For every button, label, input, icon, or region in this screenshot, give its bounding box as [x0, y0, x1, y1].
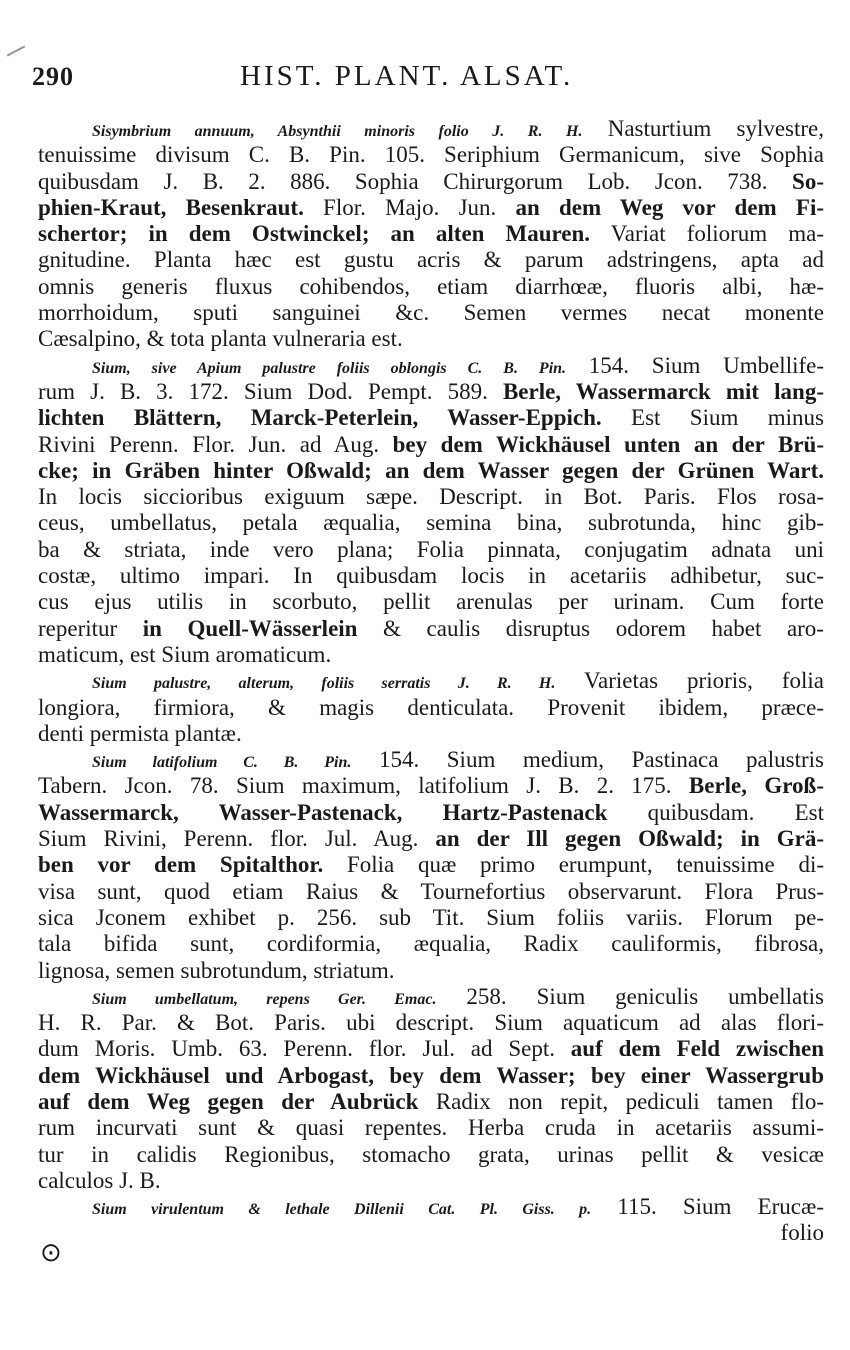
text-line [38, 958, 824, 984]
text-span: Varietas prioris, folia [555, 668, 825, 694]
german-name: lichten Blättern, Marck-Peterlein, Wasser-Eppich. [38, 405, 602, 431]
text-span: tenuissime divisum C. B. Pin. 105. Seriphium Germanicum, sive Sophia [38, 142, 824, 168]
german-name: auf dem Feld zwischen [570, 1036, 824, 1062]
text-span: quibusdam. Est [607, 799, 824, 825]
text-span: maticum, est Sium aromaticum. [38, 641, 332, 667]
german-name: Berle, Groß- [688, 773, 824, 799]
text-line [38, 510, 824, 536]
text-span: Est Sium minus [601, 405, 824, 431]
text-span: Cæsalpino, & tota planta vulneraria est. [38, 326, 403, 352]
text-line [38, 984, 824, 1010]
body-text [38, 116, 824, 1247]
text-span: morrhoidum, sputi sanguinei &c. Semen vermes necat monente [38, 300, 824, 326]
german-name: an dem Weg vor dem Fi- [515, 194, 824, 220]
text-line [38, 379, 824, 405]
text-line [38, 826, 824, 852]
running-head: HIST. PLANT. ALSAT. [240, 60, 574, 92]
text-span: visa sunt, quod etiam Raius & Tournefortius observarunt. Flora Prus- [38, 878, 824, 904]
text-line [38, 247, 824, 273]
text-line [38, 1036, 824, 1062]
text-line [38, 353, 824, 379]
text-line [38, 773, 824, 799]
text-span: tur in calidis Regionibus, stomacho grata, urinas pellit & vesicæ [38, 1141, 824, 1167]
german-name: So- [792, 168, 824, 194]
text-span: quibusdam J. B. 2. 886. Sophia Chirurgorum Lob. Jcon. 738. [38, 168, 793, 194]
text-span: cus ejus utilis in scorbuto, pellit arenulas per urinam. Cum forte [38, 589, 824, 615]
text-line [38, 879, 824, 905]
text-line [38, 1168, 824, 1194]
entry-heading: Sium umbellatum, repens Ger. Emac. [92, 990, 437, 1008]
text-span: Sium Rivini, Perenn. flor. Jul. Aug. [38, 826, 436, 852]
text-line [38, 852, 824, 878]
text-span: Flor. Majo. Jun. [303, 194, 516, 220]
text-span: 154. Sium Umbellife- [566, 352, 825, 378]
text-span: & caulis disruptus odorem habet aro- [357, 615, 824, 641]
text-span: calculos J. B. [38, 1167, 161, 1193]
circle-dot-symbol: ⊙ [40, 1238, 62, 1268]
text-line [38, 195, 824, 221]
text-span: dum Moris. Umb. 63. Perenn. flor. Jul. ad Sept. [38, 1036, 571, 1062]
text-span: In locis siccioribus exiguum sæpe. Descript. in Bot. Paris. Flos rosa- [38, 484, 824, 510]
text-line [38, 747, 824, 773]
text-line [38, 300, 824, 326]
text-line [38, 695, 824, 721]
text-span: longiora, firmiora, & magis denticulata. Provenit ibidem, præce- [38, 694, 824, 720]
text-span: gnitudine. Planta hæc est gustu acris & parum adstringens, apta ad [38, 247, 824, 273]
text-line [38, 1115, 824, 1141]
entry-heading: Sisymbrium annuum, Absynthii minoris folio J. R. H. [92, 123, 583, 140]
german-name: auf dem Weg gegen der Aubrück [38, 1088, 419, 1114]
entry-heading: Sium virulentum & lethale Dillenii Cat. Pl. Giss. p. [92, 1201, 592, 1219]
text-span: sica Jconem exhibet p. 256. sub Tit. Sium foliis variis. Florum pe- [38, 904, 824, 930]
text-line [38, 274, 824, 300]
text-span: Tabern. Jcon. 78. Sium maximum, latifolium J. B. 2. 175. [38, 773, 689, 799]
text-line [38, 589, 824, 615]
margin-mark [7, 45, 26, 56]
text-span: rum incurvati sunt & quasi repentes. Herba cruda in acetariis assumi- [38, 1115, 824, 1141]
entry-heading: Sium palustre, alterum, foliis serratis J. R. H. [92, 675, 556, 693]
text-line [38, 721, 824, 747]
text-line [38, 1089, 824, 1115]
german-name: Wassermarck, Wasser-Pastenack, Hartz-Pastenack [38, 799, 608, 825]
text-line [38, 616, 824, 642]
text-line [38, 1220, 824, 1246]
text-line [38, 142, 824, 168]
text-line [38, 1063, 824, 1089]
text-line [38, 1142, 824, 1168]
entry-heading: Sium latifolium C. B. Pin. [92, 754, 352, 772]
text-line [38, 484, 824, 510]
page-number: 290 [32, 62, 74, 91]
text-line [38, 405, 824, 431]
entry-heading: Sium, sive Apium palustre foliis oblongis C. B. Pin. [92, 359, 567, 377]
text-span: tala bifida sunt, cordiformia, æqualia, Radix cauliformis, fibrosa, [38, 931, 824, 957]
text-span: H. R. Par. & Bot. Paris. ubi descript. Sium aquaticum ad alas flori- [38, 1010, 824, 1036]
text-line [38, 116, 824, 142]
german-name: ben vor dem Spitalthor. [38, 852, 324, 878]
text-span: denti permista plantæ. [38, 720, 242, 746]
text-span: Variat foliorum ma- [590, 221, 825, 247]
text-span: reperitur [38, 615, 143, 641]
german-name: an der Ill gegen Oßwald; in Grä- [435, 826, 824, 852]
text-line [38, 1194, 824, 1220]
text-span: rum J. B. 3. 172. Sium Dod. Pempt. 589. [38, 378, 503, 404]
german-name: in Quell-Wässerlein [142, 615, 358, 641]
text-line [38, 563, 824, 589]
german-name: dem Wickhäusel und Arbogast, bey dem Wasser; bey einer Wassergrub [38, 1062, 824, 1088]
text-line [38, 668, 824, 694]
text-span: 115. Sium Erucæ- [591, 1194, 824, 1220]
text-line [38, 326, 824, 352]
text-line [38, 905, 824, 931]
text-span: Rivini Perenn. Flor. Jun. ad Aug. [38, 431, 393, 457]
text-span: ceus, umbellatus, petala æqualia, semina bina, subrotunda, hinc gib- [38, 510, 824, 536]
text-line [38, 169, 824, 195]
german-name: cke; in Gräben hinter Oßwald; an dem Wasser gegen der Grünen Wart. [38, 457, 824, 483]
text-span: folio [780, 1220, 824, 1246]
text-line [38, 642, 824, 668]
text-line [38, 221, 824, 247]
text-span: lignosa, semen subrotundum, striatum. [38, 957, 395, 983]
text-span: omnis generis fluxus cohibendos, etiam diarrhœæ, fluoris albi, hæ- [38, 273, 824, 299]
text-span: Folia quæ primo erumpunt, tenuissime di- [323, 852, 824, 878]
text-span: 154. Sium medium, Pastinaca palustris [351, 747, 824, 773]
text-line [38, 800, 824, 826]
text-span: Nasturtium sylvestre, [582, 116, 825, 141]
text-line [38, 432, 824, 458]
text-span: costæ, ultimo impari. In quibusdam locis in acetariis adhibetur, suc- [38, 563, 824, 589]
text-line [38, 931, 824, 957]
text-line [38, 537, 824, 563]
text-span: 258. Sium geniculis umbellatis [436, 983, 824, 1009]
german-name: Berle, Wassermarck mit lang- [502, 378, 824, 404]
text-span: ba & striata, inde vero plana; Folia pinnata, conjugatim adnata uni [38, 536, 824, 562]
text-line [38, 1010, 824, 1036]
text-span: Radix non repit, pediculi tamen flo- [418, 1088, 824, 1114]
german-name: bey dem Wickhäusel unten an der Brü- [392, 431, 824, 457]
text-line [38, 458, 824, 484]
german-name: schertor; in dem Ostwinckel; an alten Mauren. [38, 221, 591, 247]
german-name: phien-Kraut, Besenkraut. [38, 194, 304, 220]
